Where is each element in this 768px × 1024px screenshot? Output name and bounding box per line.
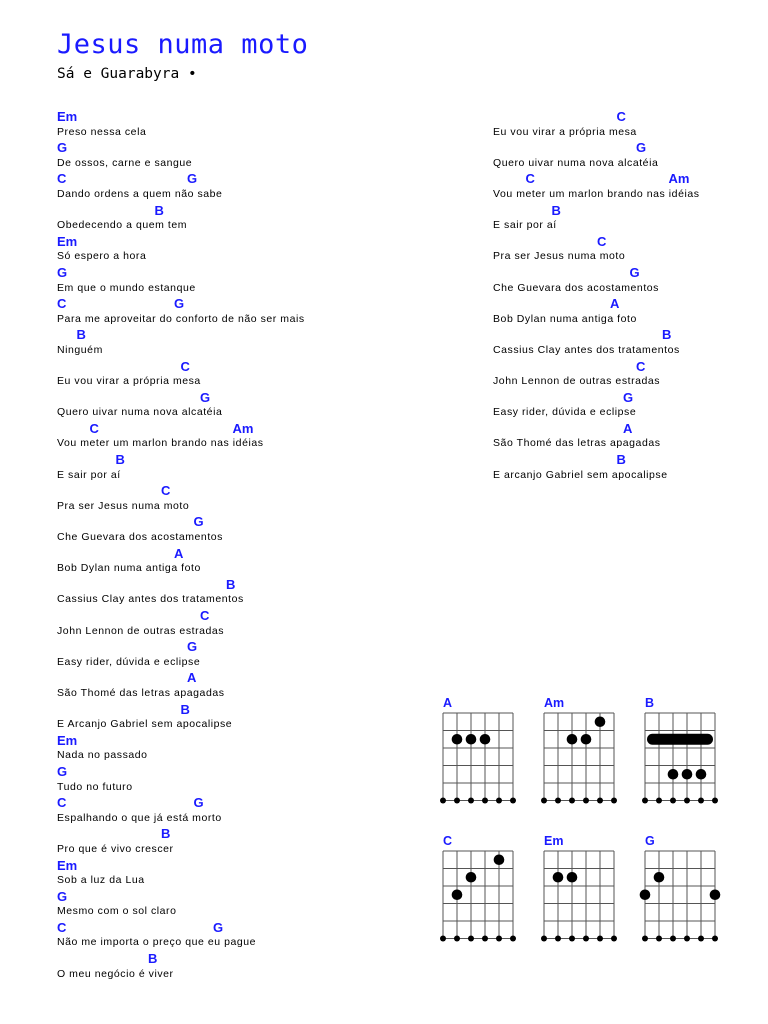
string-end-dot [583,798,589,804]
chord-line [57,140,457,156]
lyric-line: Obedecendo a quem tem [57,219,188,232]
chord-diagram [443,834,533,946]
chord-diagram [645,696,735,808]
lyrics-column-left [57,109,457,982]
string-end-dot [440,798,446,804]
chord-line [57,795,457,811]
chord-line [57,234,457,250]
lyric-line: Quero uivar numa nova alcatéia [493,156,659,169]
chord-name: G [174,296,185,312]
fretboard-grid [544,834,634,946]
string-end-dot [670,798,676,804]
chord-name: A [174,545,184,561]
chord-line [57,327,457,343]
chord-diagram [443,696,533,808]
finger-dot [452,889,463,900]
lyric-line: São Thomé das letras apagadas [493,437,661,450]
lyric-line: Preso nessa cela [57,125,147,138]
string-end-dot [656,936,662,942]
lyric-line: Che Guevara dos acostamentos [493,281,659,294]
string-end-dot [670,936,676,942]
string-end-dot [468,936,474,942]
lyric-line: Bob Dylan numa antiga foto [57,562,201,575]
lyric-line: Quero uivar numa nova alcatéia [57,406,223,419]
chord-diagram-label: G [645,834,655,848]
chord-name: C [200,608,210,623]
finger-dot [654,872,665,883]
chord-line [57,733,457,749]
chord-line [493,327,763,343]
string-end-dot [712,936,718,942]
chord-name: B [180,701,190,717]
chord-line [57,421,457,437]
lyric-line: Sob a luz da Lua [57,874,145,887]
finger-dot [553,872,564,883]
chord-name: Em [57,732,78,748]
chord-name: A [610,296,620,312]
chord-name: B [148,951,158,967]
chord-line [57,670,457,686]
chord-line [57,951,457,967]
string-end-dot [656,798,662,804]
chord-name: B [226,576,236,592]
lyric-line: E sair por aí [493,219,557,232]
chord-name: G [629,264,640,280]
chord-name: G [187,639,198,655]
lyrics-column-right [493,109,763,483]
chord-diagram [544,834,634,946]
chord-name: C [57,795,67,811]
string-end-dot [454,936,460,942]
chord-line [57,826,457,842]
string-end-dot [482,798,488,804]
finger-dot [466,734,477,745]
chord-name: C [57,919,67,935]
lyric-line: Para me aproveitar do conforto de não ser mais [57,312,305,325]
chord-name: G [57,763,68,779]
chord-name: A [187,670,197,686]
chord-name: C [597,233,607,249]
chord-line [57,546,457,562]
string-end-dot [510,936,516,942]
chord-line [493,359,763,375]
chord-line [57,702,457,718]
chord-line [57,296,457,312]
chord-name: G [193,514,204,530]
string-end-dot [569,798,575,804]
finger-dot [640,889,651,900]
chord-line [57,514,457,530]
string-end-dot [496,798,502,804]
finger-dot [696,769,707,780]
finger-dot [668,769,679,780]
fretboard-grid [443,696,533,808]
chord-line [493,421,763,437]
chord-line [57,265,457,281]
chord-diagram-label: Am [544,696,565,710]
string-end-dot [597,798,603,804]
chord-name: C [616,109,626,124]
chord-name: G [187,171,198,187]
chord-line [57,171,457,187]
lyric-line: Easy rider, dúvida e eclipse [493,406,637,419]
string-end-dot [541,798,547,804]
lyric-line: Ninguém [57,343,103,356]
chord-line [493,390,763,406]
finger-dot [480,734,491,745]
fretboard-grid [544,696,634,808]
chord-name: G [200,389,211,405]
finger-dot [452,734,463,745]
lyric-line: Che Guevara dos acostamentos [57,531,223,544]
lyric-line: Easy rider, dúvida e eclipse [57,655,201,668]
lyric-line: Nada no passado [57,749,148,762]
chord-name: A [623,420,633,436]
fretboard-grid [645,834,735,946]
chord-name: Am [232,420,254,436]
string-end-dot [468,798,474,804]
fretboard-grid [645,696,735,808]
lyric-line: E arcanjo Gabriel sem apocalipse [493,468,668,481]
chord-name: G [193,795,204,811]
chord-line [493,140,763,156]
lyric-line: Cassius Clay antes dos tratamentos [493,343,680,356]
chord-diagram-label: A [443,696,453,710]
chord-diagram [645,834,735,946]
string-end-dot [555,936,561,942]
chord-line [57,390,457,406]
chord-line [493,109,763,125]
chord-line [57,577,457,593]
string-end-dot [555,798,561,804]
chord-name: B [662,327,672,343]
finger-dot [682,769,693,780]
chord-name: B [115,452,125,468]
lyric-line: Pra ser Jesus numa moto [57,499,190,512]
string-end-dot [482,936,488,942]
chord-name: Am [668,171,690,187]
lyric-line: De ossos, carne e sangue [57,156,193,169]
lyric-line: Dando ordens a quem não sabe [57,187,223,200]
string-end-dot [698,936,704,942]
finger-dot [710,889,721,900]
chord-name: G [213,919,224,935]
barre-mark [647,734,713,745]
string-end-dot [712,798,718,804]
chord-name: G [57,264,68,280]
chord-name: B [154,202,164,218]
string-end-dot [510,798,516,804]
chord-diagram-label: C [443,834,453,848]
chord-line [57,608,457,624]
lyric-line: E Arcanjo Gabriel sem apocalipse [57,718,233,731]
lyric-line: Espalhando o que já está morto [57,811,222,824]
lyric-line: John Lennon de outras estradas [493,375,661,388]
chord-name: C [161,483,171,499]
string-end-dot [496,936,502,942]
chord-name: Em [57,233,78,249]
finger-dot [494,854,505,865]
lyric-line: Cassius Clay antes dos tratamentos [57,593,244,606]
chord-name: C [89,420,99,436]
chord-name: G [623,389,634,405]
string-end-dot [454,798,460,804]
chord-diagram [544,696,634,808]
artist-name: Sá e Guarabyra • [57,66,197,82]
lyric-line: Vou meter um marlon brando nas idéias [57,437,264,450]
chord-name: B [551,202,561,218]
lyric-line: E sair por aí [57,468,121,481]
chord-line [57,858,457,874]
chord-line [57,639,457,655]
chord-line [493,234,763,250]
string-end-dot [611,936,617,942]
chord-name: C [57,296,67,312]
string-end-dot [569,936,575,942]
lyric-line: Em que o mundo estanque [57,281,196,294]
lyric-line: Pra ser Jesus numa moto [493,250,626,263]
lyric-line: Não me importa o preço que eu pague [57,936,257,949]
chord-name: C [636,358,646,374]
chord-line [57,452,457,468]
string-end-dot [642,936,648,942]
lyric-line: Pro que é vivo crescer [57,842,174,855]
chord-name: B [161,826,171,842]
chord-name: G [636,140,647,156]
finger-dot [567,734,578,745]
chord-line [57,920,457,936]
lyric-line: John Lennon de outras estradas [57,624,225,637]
string-end-dot [684,798,690,804]
string-end-dot [597,936,603,942]
string-end-dot [440,936,446,942]
chord-line [57,483,457,499]
chord-line [493,296,763,312]
chord-name: B [616,452,626,468]
chord-line [493,203,763,219]
lyric-line: Eu vou virar a própria mesa [493,125,637,138]
chord-line [57,109,457,125]
finger-dot [567,872,578,883]
string-end-dot [684,936,690,942]
string-end-dot [611,798,617,804]
chord-line [57,359,457,375]
chord-diagram-label: Em [544,834,564,848]
song-title: Jesus numa moto [57,29,309,60]
chord-name: Em [57,109,78,124]
chord-name: C [525,171,535,187]
finger-dot [466,872,477,883]
chord-name: G [57,140,68,156]
string-end-dot [583,936,589,942]
chord-name: B [76,327,86,343]
fretboard-grid [443,834,533,946]
chord-line [493,171,763,187]
lyric-line: Só espero a hora [57,250,147,263]
chord-line [57,764,457,780]
lyric-line: O meu negócio é viver [57,967,174,980]
string-end-dot [698,798,704,804]
chord-line [493,265,763,281]
chord-line [493,452,763,468]
lyric-line: Vou meter um marlon brando nas idéias [493,187,700,200]
chord-name: C [180,358,190,374]
string-end-dot [541,936,547,942]
finger-dot [581,734,592,745]
chord-line [57,889,457,905]
chord-name: G [57,888,68,904]
lyric-line: Bob Dylan numa antiga foto [493,312,637,325]
lyric-line: São Thomé das letras apagadas [57,686,225,699]
chord-name: Em [57,857,78,873]
string-end-dot [642,798,648,804]
finger-dot [595,716,606,727]
chord-line [57,203,457,219]
chord-diagram-label: B [645,696,655,710]
lyric-line: Mesmo com o sol claro [57,905,177,918]
lyric-line: Tudo no futuro [57,780,133,793]
chord-name: C [57,171,67,187]
lyric-line: Eu vou virar a própria mesa [57,375,201,388]
